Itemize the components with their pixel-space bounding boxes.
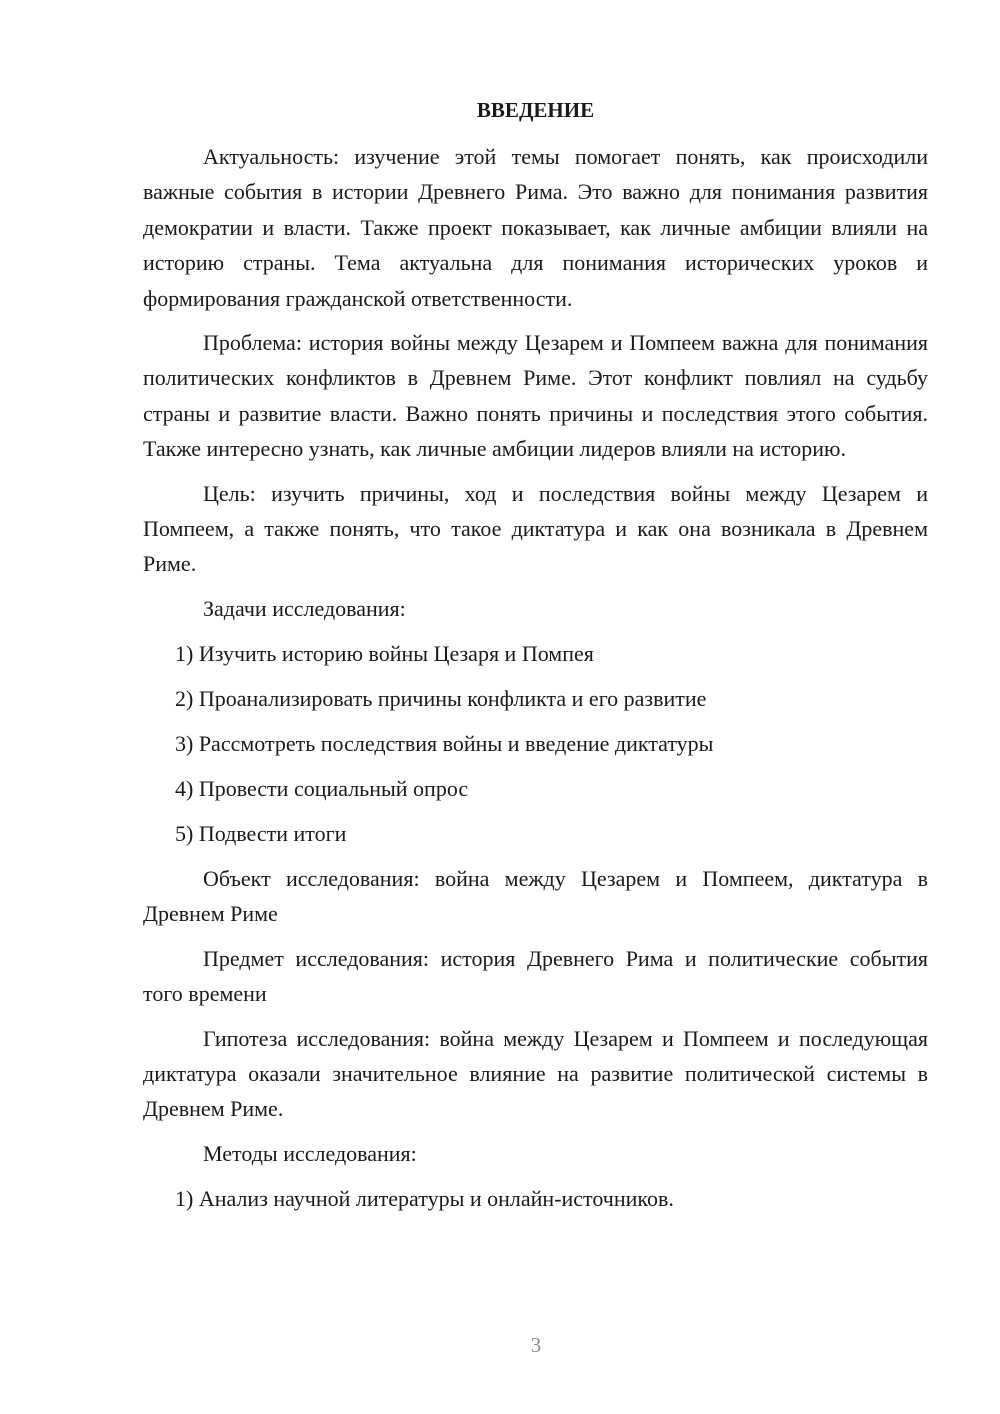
relevance-paragraph: Актуальность: изучение этой темы помогает понять, как происходили важные события в истории Древнего Рима. Это важно для понимания развития демократии и власти. Также проект показывает, как личные амбиции влияли на историю страны. Тема актуальна для понимания исторических уроков и формирования гражданской ответственности. <box>143 144 928 311</box>
method-item-1: 1) Анализ научной литературы и онлайн-источников. <box>175 1185 674 1211</box>
subject-paragraph: Предмет исследования: история Древнего Рима и политические события того времени <box>143 945 928 1007</box>
methods-list <box>143 1181 928 1216</box>
tasks-list <box>143 636 928 851</box>
object-paragraph: Объект исследования: война между Цезарем и Помпеем, диктатура в Древнем Риме <box>143 865 928 927</box>
page-content <box>143 96 928 1226</box>
hypothesis-paragraph: Гипотеза исследования: война между Цезарем и Помпеем и последующая диктатура оказали значительное влияние на развитие политической системы в Древнем Риме. <box>143 1025 928 1122</box>
page-number: 3 <box>530 1333 542 1357</box>
task-item-4: 4) Провести социальный опрос <box>175 775 469 801</box>
goal-paragraph: Цель: изучить причины, ход и последствия войны между Цезарем и Помпеем, а также понять, что такое диктатура и как она возникала в Древнем Риме. <box>143 480 928 577</box>
task-item-1: 1) Изучить историю войны Цезаря и Помпея <box>175 640 594 666</box>
task-item-5: 5) Подвести итоги <box>175 820 347 846</box>
tasks-heading: Задачи исследования: <box>203 595 406 621</box>
task-item-2: 2) Проанализировать причины конфликта и его развитие <box>175 685 707 711</box>
methods-heading: Методы исследования: <box>203 1140 417 1166</box>
problem-paragraph: Проблема: история войны между Цезарем и Помпеем важна для понимания политических конфликтов в Древнем Риме. Этот конфликт повлиял на судьбу страны и развитие власти. Важно понять причины и последствия этого события. Также интересно узнать, как личные амбиции лидеров влияли на историю. <box>143 330 928 462</box>
task-item-3: 3) Рассмотреть последствия войны и введение диктатуры <box>175 730 714 756</box>
section-title: ВВЕДЕНИЕ <box>476 98 595 122</box>
